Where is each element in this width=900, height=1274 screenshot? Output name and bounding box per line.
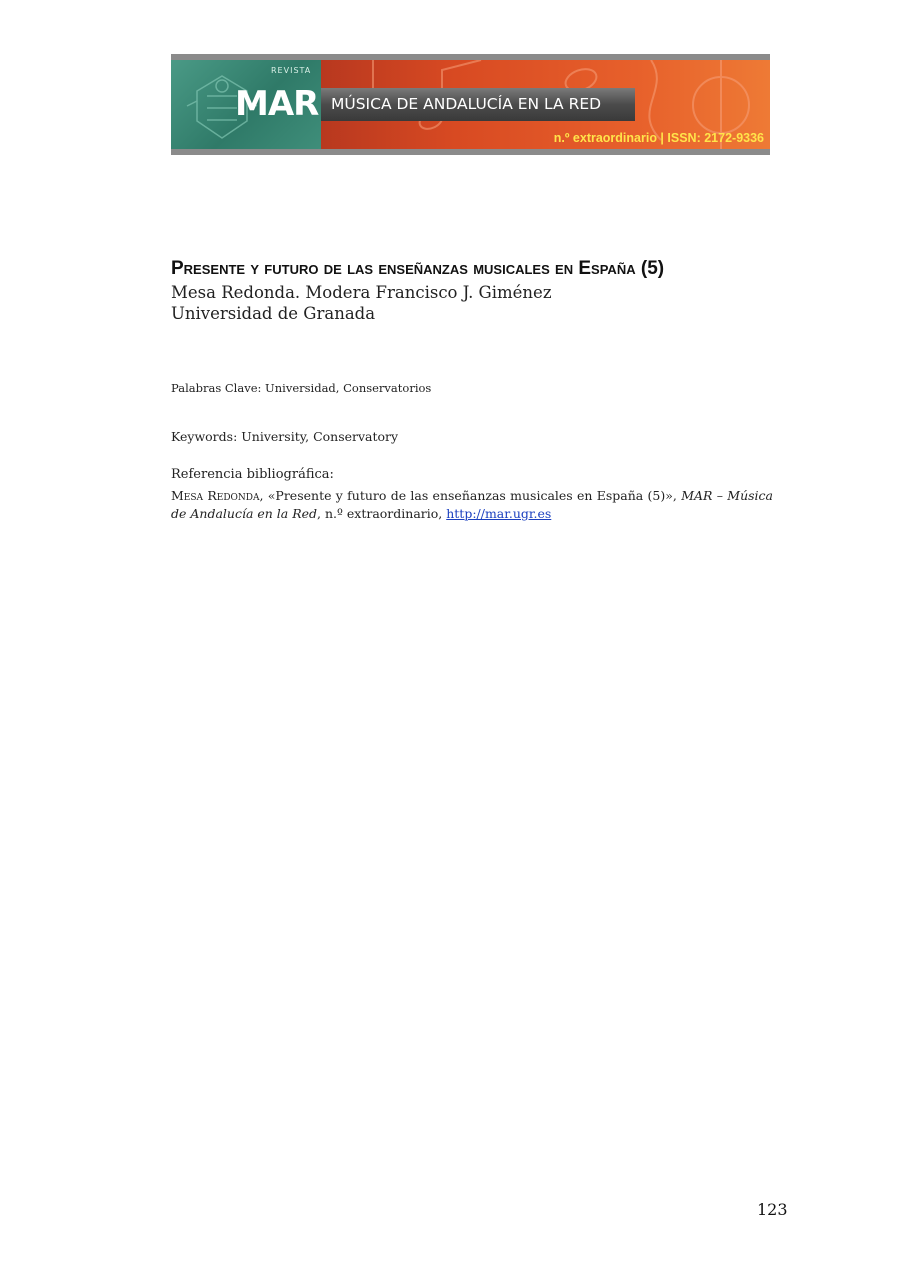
banner-revista-label: REVISTA [271,66,312,75]
keywords-spanish: Palabras Clave: Universidad, Conservatorios [171,381,432,395]
article-title: Presente y futuro de las enseñanzas musicales en España (5) [171,258,665,279]
article-subtitle: Mesa Redonda. Modera Francisco J. Giménez [171,283,552,302]
banner-journal-title: MÚSICA DE ANDALUCÍA EN LA RED [331,95,602,113]
reference-citation [171,487,773,523]
article-affiliation: Universidad de Granada [171,304,376,323]
reference-journal: MAR – Música de Andalucía en la Red [171,488,773,521]
reference-issue: , n.º extraordinario, [317,506,447,521]
reference-url-link[interactable]: http://mar.ugr.es [446,506,552,521]
keywords-english: Keywords: University, Conservatory [171,429,399,444]
page-number: 123 [757,1200,788,1219]
reference-label: Referencia bibliográfica: [171,467,334,482]
reference-title-text: , «Presente y futuro de las enseñanzas musicales en España (5)», [259,488,682,503]
reference-author: Mesa Redonda [171,488,260,503]
banner-title-bar [321,88,635,121]
banner-mar-logo: MAR [235,84,319,124]
banner-issue-issn: n.º extraordinario | ISSN: 2172-9336 [553,131,764,145]
banner-crest-panel [171,60,321,149]
journal-banner [171,54,770,155]
